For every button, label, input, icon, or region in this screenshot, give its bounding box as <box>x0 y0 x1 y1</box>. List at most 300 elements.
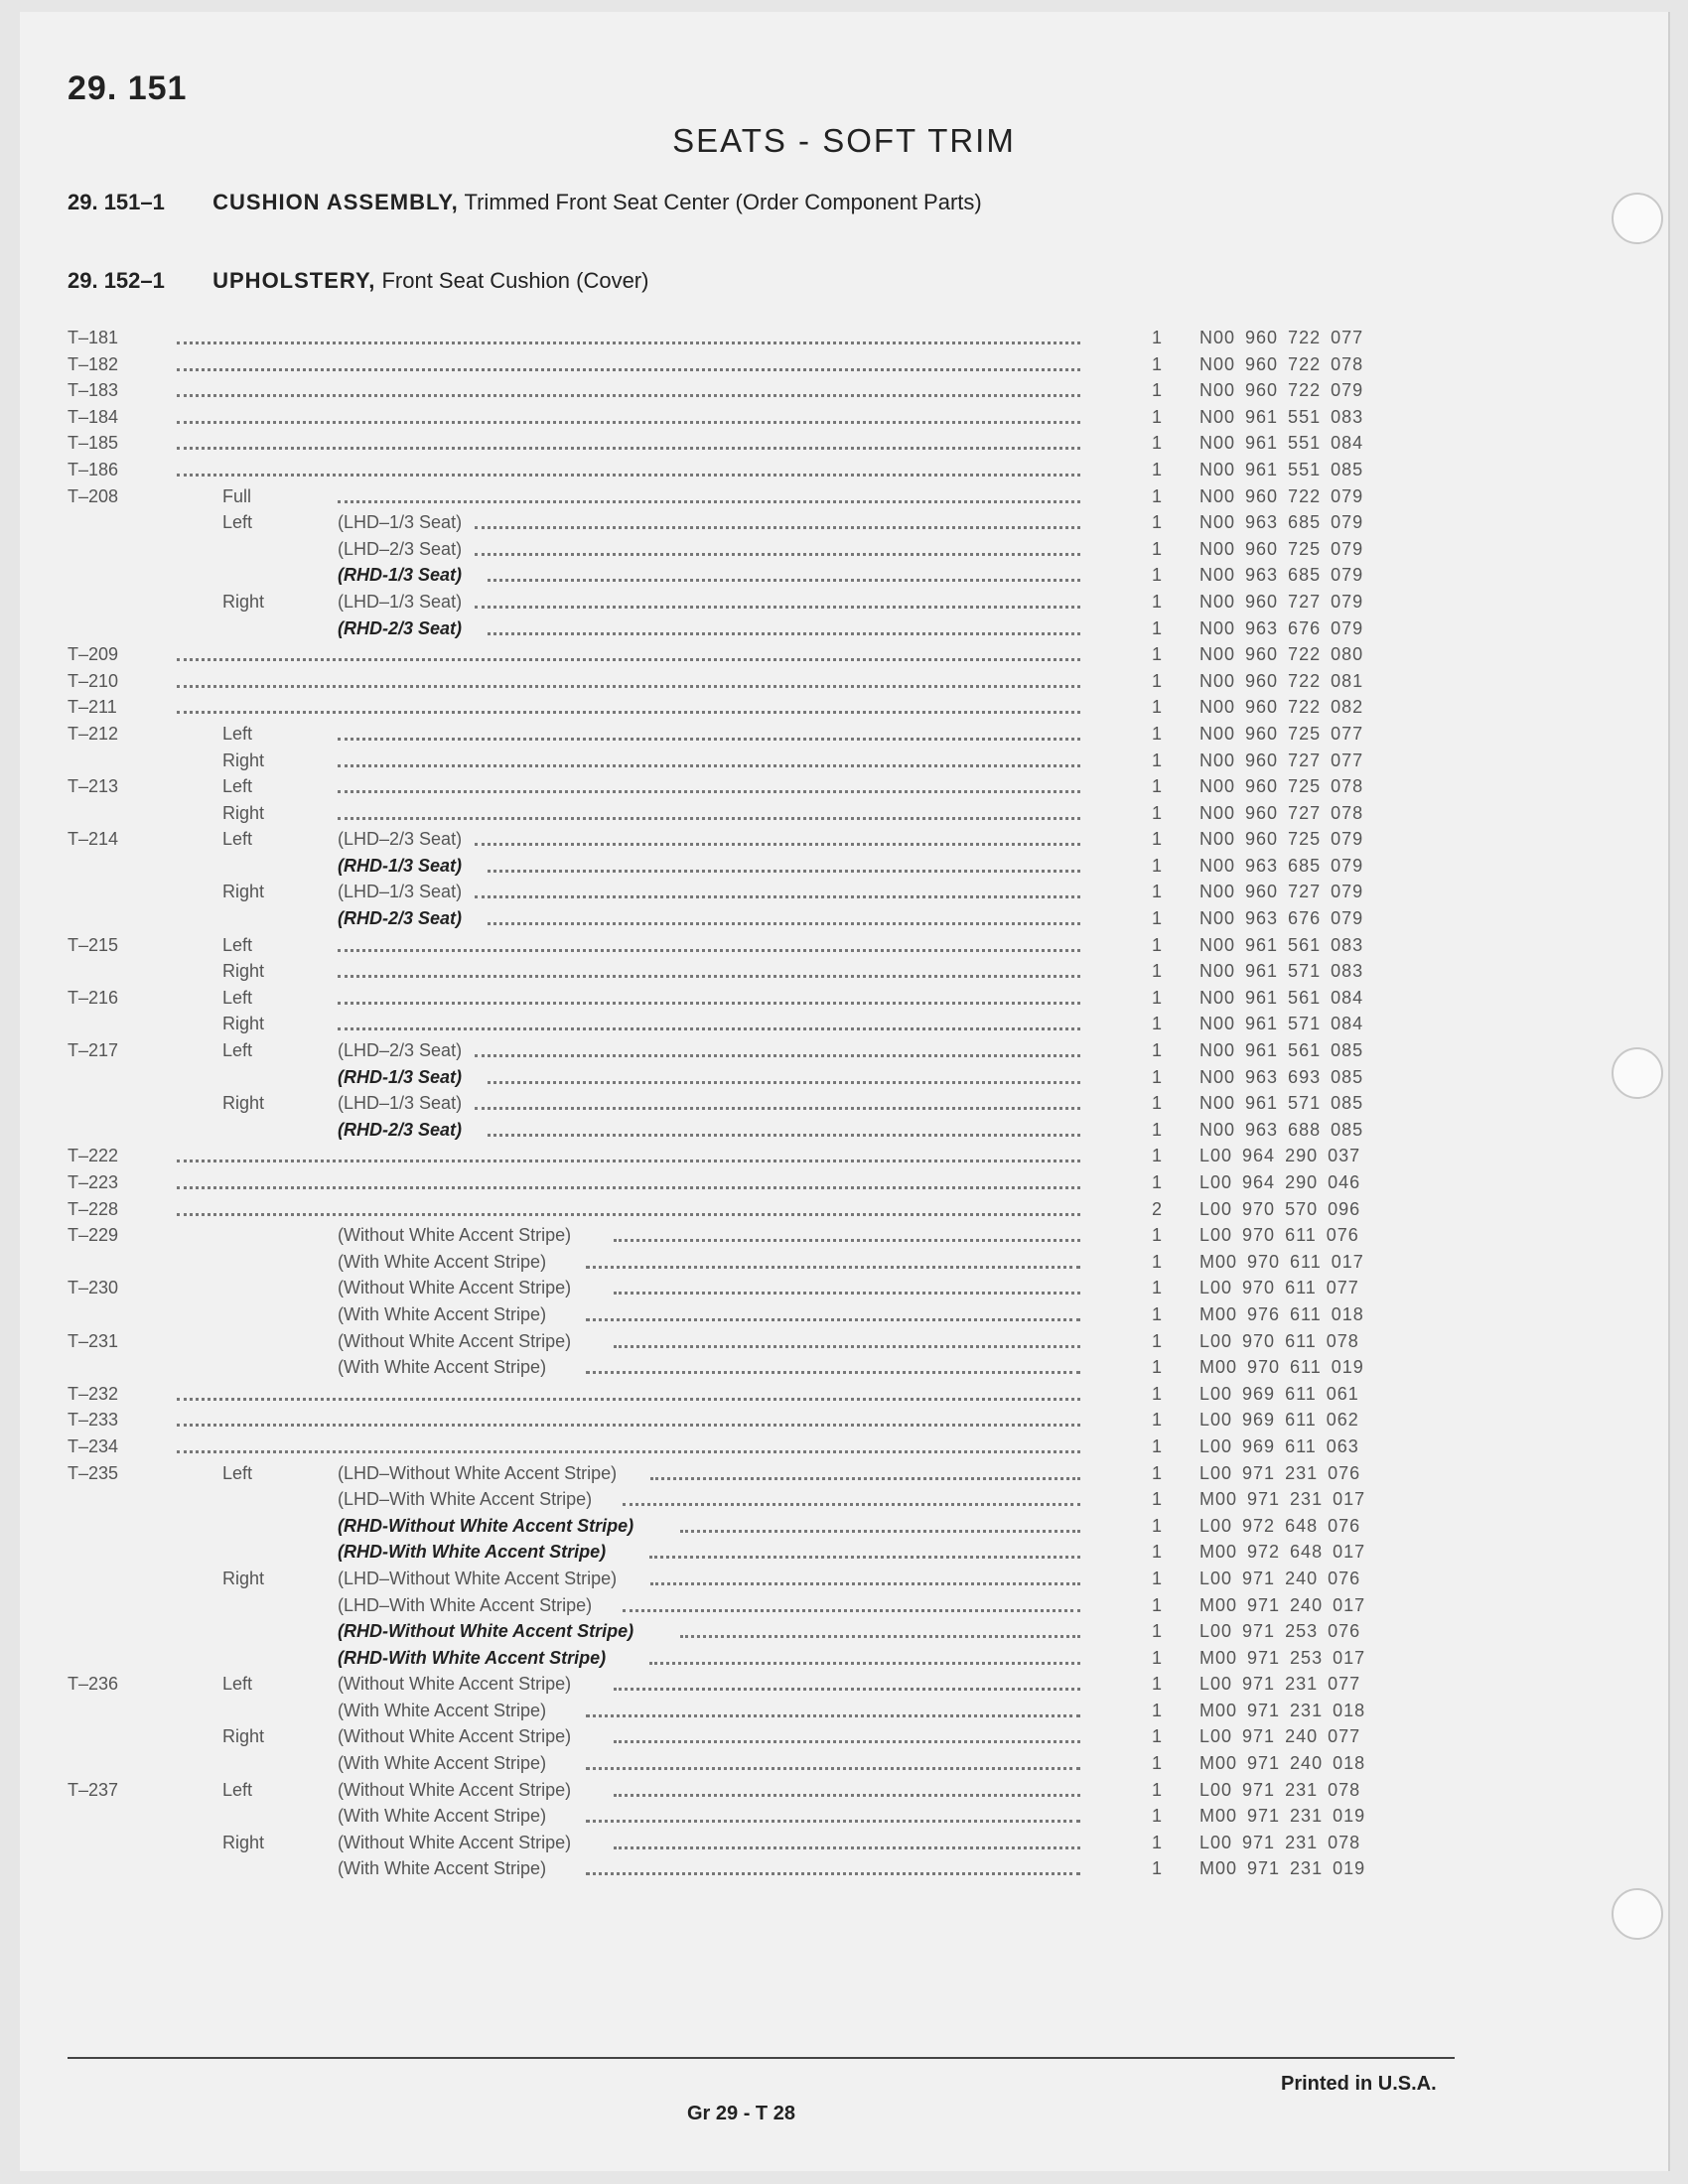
part-description: (With White Accent Stripe) <box>338 1251 547 1272</box>
parts-row <box>68 1222 1408 1249</box>
part-description: (RHD-Without White Accent Stripe) <box>338 1621 634 1642</box>
part-number: N00 960 725 077 <box>1199 723 1364 744</box>
part-number: L00 971 231 077 <box>1199 1674 1361 1695</box>
leader-dots <box>586 1318 1080 1321</box>
part-number: M00 971 231 017 <box>1199 1489 1366 1510</box>
leader-dots <box>177 394 1081 397</box>
quantity: 1 <box>1151 485 1162 506</box>
leader-dots <box>488 870 1080 873</box>
part-code: T–183 <box>68 380 119 401</box>
section-heading <box>68 190 982 215</box>
parts-row <box>68 668 1408 695</box>
parts-row <box>68 615 1408 642</box>
part-number: N00 960 722 079 <box>1199 380 1364 401</box>
part-code: T–223 <box>68 1172 119 1192</box>
part-code: T–232 <box>68 1383 119 1404</box>
leader-dots <box>338 500 1080 503</box>
parts-row <box>68 1037 1408 1064</box>
part-number: L00 971 231 076 <box>1199 1462 1361 1483</box>
side-label: Right <box>222 802 265 823</box>
parts-row <box>68 1381 1408 1408</box>
parts-row <box>68 985 1408 1012</box>
quantity: 1 <box>1151 1014 1162 1034</box>
part-number: L00 969 611 063 <box>1199 1435 1359 1456</box>
quantity: 1 <box>1151 1040 1162 1061</box>
parts-row <box>68 1011 1408 1037</box>
leader-dots <box>488 1134 1080 1137</box>
parts-row <box>68 404 1408 431</box>
quantity: 1 <box>1151 328 1162 347</box>
leader-dots <box>338 790 1080 793</box>
part-number: N00 960 727 079 <box>1199 882 1364 902</box>
side-label: Right <box>222 882 265 902</box>
quantity: 1 <box>1151 1119 1162 1140</box>
part-description: (Without White Accent Stripe) <box>338 1832 572 1852</box>
parts-row <box>68 483 1408 510</box>
part-description: (LHD–1/3 Seat) <box>338 512 463 533</box>
part-number: N00 963 685 079 <box>1199 512 1364 533</box>
side-label: Left <box>222 776 253 797</box>
parts-row <box>68 1830 1408 1856</box>
part-code: T–185 <box>68 433 119 454</box>
side-label: Left <box>222 934 253 955</box>
leader-dots <box>614 1846 1080 1849</box>
quantity: 1 <box>1151 882 1162 902</box>
part-code: T–186 <box>68 459 119 479</box>
part-number: M00 971 240 018 <box>1199 1753 1366 1774</box>
side-label: Right <box>222 1568 265 1588</box>
part-number: N00 960 722 077 <box>1199 328 1364 347</box>
part-number: L00 972 648 076 <box>1199 1515 1361 1536</box>
part-number: N00 960 725 079 <box>1199 538 1364 559</box>
part-number: L00 964 290 046 <box>1199 1172 1361 1192</box>
parts-row <box>68 800 1408 827</box>
part-code: T–233 <box>68 1410 119 1431</box>
parts-row <box>68 1064 1408 1091</box>
part-number: M00 971 240 017 <box>1199 1594 1366 1615</box>
parts-row <box>68 905 1408 932</box>
part-description: (LHD–With White Accent Stripe) <box>338 1489 593 1510</box>
part-number: M00 976 611 018 <box>1199 1303 1364 1324</box>
part-number: N00 963 676 079 <box>1199 617 1364 638</box>
leader-dots <box>488 579 1080 582</box>
parts-row <box>68 1433 1408 1460</box>
part-description: (LHD–2/3 Seat) <box>338 538 463 559</box>
quantity: 1 <box>1151 1146 1162 1166</box>
quantity: 1 <box>1151 1278 1162 1298</box>
part-code: T–235 <box>68 1462 119 1483</box>
quantity: 1 <box>1151 1647 1162 1668</box>
part-number: L00 970 611 077 <box>1199 1278 1359 1298</box>
part-code: T–234 <box>68 1435 119 1456</box>
leader-dots <box>177 1398 1081 1401</box>
part-number: N00 961 561 085 <box>1199 1040 1364 1061</box>
part-description: (LHD–2/3 Seat) <box>338 829 463 850</box>
part-number: N00 960 727 078 <box>1199 802 1364 823</box>
parts-row <box>68 1698 1408 1724</box>
side-label: Right <box>222 1014 265 1034</box>
quantity: 1 <box>1151 1542 1162 1563</box>
leader-dots <box>338 1002 1080 1005</box>
leader-dots <box>177 1186 1081 1189</box>
parts-row <box>68 562 1408 589</box>
quantity: 1 <box>1151 565 1162 586</box>
parts-row <box>68 430 1408 457</box>
quantity: 1 <box>1151 1225 1162 1246</box>
quantity: 1 <box>1151 670 1162 691</box>
leader-dots <box>475 553 1080 556</box>
binder-hole <box>1612 1888 1663 1940</box>
leader-dots <box>614 1740 1080 1743</box>
parts-row <box>68 589 1408 615</box>
part-number: N00 963 685 079 <box>1199 565 1364 586</box>
part-number: N00 961 571 083 <box>1199 961 1364 982</box>
part-number: N00 961 571 085 <box>1199 1093 1364 1114</box>
leader-dots <box>475 1107 1080 1110</box>
part-number: M00 971 231 019 <box>1199 1806 1366 1827</box>
leader-dots <box>623 1503 1080 1506</box>
quantity: 1 <box>1151 723 1162 744</box>
part-description: (Without White Accent Stripe) <box>338 1330 572 1351</box>
part-number: N00 960 722 082 <box>1199 697 1364 718</box>
leader-dots <box>586 1371 1080 1374</box>
part-number: N00 961 561 083 <box>1199 934 1364 955</box>
quantity: 1 <box>1151 1779 1162 1800</box>
parts-row <box>68 1275 1408 1301</box>
quantity: 1 <box>1151 1462 1162 1483</box>
part-description: (RHD-With White Accent Stripe) <box>338 1542 607 1563</box>
part-number: N00 960 722 080 <box>1199 644 1364 665</box>
quantity: 1 <box>1151 1594 1162 1615</box>
parts-row <box>68 1566 1408 1592</box>
leader-dots <box>177 1424 1081 1427</box>
leader-dots <box>338 764 1080 767</box>
leader-dots <box>475 526 1080 529</box>
leader-dots <box>177 421 1081 424</box>
leader-dots <box>586 1266 1080 1269</box>
quantity: 1 <box>1151 512 1162 533</box>
parts-row <box>68 748 1408 774</box>
leader-dots <box>680 1635 1080 1638</box>
part-number: N00 961 551 084 <box>1199 433 1364 454</box>
part-code: T–209 <box>68 644 119 665</box>
parts-list <box>68 325 1408 1882</box>
parts-row <box>68 457 1408 483</box>
parts-row <box>68 1723 1408 1750</box>
part-number: N00 960 725 079 <box>1199 829 1364 850</box>
parts-row <box>68 1196 1408 1223</box>
parts-row <box>68 1460 1408 1487</box>
page-title: SEATS - SOFT TRIM <box>672 122 1016 159</box>
part-number: N00 960 727 079 <box>1199 591 1364 612</box>
leader-dots <box>649 1662 1080 1665</box>
part-code: T–217 <box>68 1040 119 1061</box>
leader-dots <box>177 1450 1081 1453</box>
part-description: (Without White Accent Stripe) <box>338 1225 572 1246</box>
quantity: 1 <box>1151 1568 1162 1588</box>
quantity: 1 <box>1151 855 1162 876</box>
side-label: Left <box>222 723 253 744</box>
quantity: 1 <box>1151 776 1162 797</box>
quantity: 1 <box>1151 1093 1162 1114</box>
leader-dots <box>488 922 1080 925</box>
quantity: 1 <box>1151 538 1162 559</box>
quantity: 1 <box>1151 1726 1162 1747</box>
side-label: Right <box>222 591 265 612</box>
side-label: Left <box>222 512 253 533</box>
leader-dots <box>177 711 1081 714</box>
parts-row <box>68 1777 1408 1804</box>
part-number: N00 960 722 078 <box>1199 353 1364 374</box>
parts-row <box>68 879 1408 905</box>
part-code: T–208 <box>68 485 119 506</box>
section-name: CUSHION ASSEMBLY, <box>212 190 459 214</box>
quantity: 1 <box>1151 1674 1162 1695</box>
quantity: 1 <box>1151 987 1162 1008</box>
part-number: N00 961 561 084 <box>1199 987 1364 1008</box>
leader-dots <box>586 1767 1080 1770</box>
part-code: T–181 <box>68 328 119 347</box>
part-description: (LHD–With White Accent Stripe) <box>338 1594 593 1615</box>
side-label: Right <box>222 1726 265 1747</box>
part-code: T–212 <box>68 723 119 744</box>
parts-row <box>68 641 1408 668</box>
leader-dots <box>614 1239 1080 1242</box>
part-description: (RHD-2/3 Seat) <box>338 1119 463 1140</box>
quantity: 1 <box>1151 1621 1162 1642</box>
leader-dots <box>475 843 1080 846</box>
part-description: (With White Accent Stripe) <box>338 1858 547 1879</box>
side-label: Right <box>222 750 265 770</box>
leader-dots <box>614 1345 1080 1348</box>
part-number: L00 971 231 078 <box>1199 1832 1361 1852</box>
part-number: M00 970 611 019 <box>1199 1357 1364 1378</box>
binder-hole <box>1612 1047 1663 1099</box>
quantity: 1 <box>1151 750 1162 770</box>
part-number: M00 971 231 019 <box>1199 1858 1366 1879</box>
quantity: 1 <box>1151 1330 1162 1351</box>
parts-row <box>68 1249 1408 1276</box>
quantity: 1 <box>1151 1435 1162 1456</box>
binder-hole <box>1612 193 1663 244</box>
part-number: N00 961 551 083 <box>1199 406 1364 427</box>
parts-row <box>68 1301 1408 1328</box>
parts-row <box>68 1354 1408 1381</box>
part-number: L00 969 611 061 <box>1199 1383 1359 1404</box>
leader-dots <box>488 632 1080 635</box>
quantity: 1 <box>1151 961 1162 982</box>
quantity: 1 <box>1151 1383 1162 1404</box>
quantity: 1 <box>1151 1489 1162 1510</box>
parts-row <box>68 536 1408 563</box>
part-number: N00 960 727 077 <box>1199 750 1364 770</box>
part-code: T–184 <box>68 406 119 427</box>
section-number: 29. 152–1 <box>68 268 165 293</box>
part-code: T–210 <box>68 670 119 691</box>
parts-row <box>68 1855 1408 1882</box>
part-description: (LHD–1/3 Seat) <box>338 882 463 902</box>
parts-row <box>68 1592 1408 1619</box>
part-code: T–229 <box>68 1225 119 1246</box>
quantity: 1 <box>1151 433 1162 454</box>
parts-row <box>68 1539 1408 1566</box>
part-code: T–228 <box>68 1198 119 1219</box>
parts-row <box>68 1407 1408 1433</box>
side-label: Full <box>222 485 252 506</box>
part-description: (LHD–Without White Accent Stripe) <box>338 1462 618 1483</box>
quantity: 1 <box>1151 1066 1162 1087</box>
quantity: 2 <box>1151 1198 1162 1219</box>
part-number: M00 971 253 017 <box>1199 1647 1366 1668</box>
part-number: M00 970 611 017 <box>1199 1251 1364 1272</box>
parts-row <box>68 325 1408 351</box>
parts-row <box>68 1169 1408 1196</box>
leader-dots <box>338 817 1080 820</box>
quantity: 1 <box>1151 1700 1162 1720</box>
quantity: 1 <box>1151 1357 1162 1378</box>
quantity: 1 <box>1151 1515 1162 1536</box>
leader-dots <box>614 1292 1080 1295</box>
side-label: Right <box>222 961 265 982</box>
section-detail: Trimmed Front Seat Center (Order Component Parts) <box>464 190 982 214</box>
quantity: 1 <box>1151 591 1162 612</box>
quantity: 1 <box>1151 908 1162 929</box>
page-number: 29. 151 <box>68 69 188 107</box>
part-description: (RHD-With White Accent Stripe) <box>338 1647 607 1668</box>
part-description: (RHD-1/3 Seat) <box>338 1066 463 1087</box>
page-reference: Gr 29 - T 28 <box>687 2103 795 2124</box>
side-label: Left <box>222 1040 253 1061</box>
part-number: M00 972 648 017 <box>1199 1542 1366 1563</box>
part-description: (Without White Accent Stripe) <box>338 1278 572 1298</box>
leader-dots <box>475 895 1080 898</box>
side-label: Left <box>222 1779 253 1800</box>
printed-in-label: Printed in U.S.A. <box>1281 2073 1437 2095</box>
parts-row <box>68 1750 1408 1777</box>
side-label: Left <box>222 1674 253 1695</box>
leader-dots <box>177 685 1081 688</box>
parts-row <box>68 1803 1408 1830</box>
quantity: 1 <box>1151 1753 1162 1774</box>
leader-dots <box>177 341 1081 344</box>
quantity: 1 <box>1151 934 1162 955</box>
leader-dots <box>177 1213 1081 1216</box>
quantity: 1 <box>1151 1858 1162 1879</box>
part-code: T–236 <box>68 1674 119 1695</box>
part-description: (With White Accent Stripe) <box>338 1753 547 1774</box>
part-number: N00 960 722 081 <box>1199 670 1364 691</box>
section-name: UPHOLSTERY, <box>212 268 376 293</box>
leader-dots <box>586 1714 1080 1717</box>
parts-row <box>68 1618 1408 1645</box>
part-code: T–231 <box>68 1330 119 1351</box>
part-description: (RHD-1/3 Seat) <box>338 565 463 586</box>
part-description: (LHD–2/3 Seat) <box>338 1040 463 1061</box>
leader-dots <box>586 1820 1080 1823</box>
part-description: (LHD–Without White Accent Stripe) <box>338 1568 618 1588</box>
part-number: N00 963 693 085 <box>1199 1066 1364 1087</box>
leader-dots <box>177 474 1081 477</box>
side-label: Right <box>222 1093 265 1114</box>
parts-row <box>68 694 1408 721</box>
part-code: T–216 <box>68 987 119 1008</box>
leader-dots <box>680 1530 1080 1533</box>
part-description: (Without White Accent Stripe) <box>338 1779 572 1800</box>
parts-row <box>68 1645 1408 1672</box>
part-description: (With White Accent Stripe) <box>338 1700 547 1720</box>
part-number: L00 970 611 076 <box>1199 1225 1359 1246</box>
part-number: N00 963 685 079 <box>1199 855 1364 876</box>
parts-row <box>68 958 1408 985</box>
part-code: T–215 <box>68 934 119 955</box>
leader-dots <box>623 1609 1080 1612</box>
quantity: 1 <box>1151 1410 1162 1431</box>
leader-dots <box>338 1027 1080 1030</box>
part-number: L00 971 240 077 <box>1199 1726 1361 1747</box>
leader-dots <box>650 1582 1080 1585</box>
parts-row <box>68 1143 1408 1169</box>
part-description: (RHD-Without White Accent Stripe) <box>338 1515 634 1536</box>
part-description: (RHD-1/3 Seat) <box>338 855 463 876</box>
leader-dots <box>650 1477 1080 1480</box>
leader-dots <box>177 368 1081 371</box>
quantity: 1 <box>1151 829 1162 850</box>
part-number: L00 970 611 078 <box>1199 1330 1359 1351</box>
part-code: T–237 <box>68 1779 119 1800</box>
side-label: Left <box>222 987 253 1008</box>
quantity: 1 <box>1151 1251 1162 1272</box>
parts-row <box>68 1671 1408 1698</box>
leader-dots <box>475 1054 1080 1057</box>
quantity: 1 <box>1151 1303 1162 1324</box>
side-label: Right <box>222 1832 265 1852</box>
footer-rule <box>68 2057 1455 2059</box>
leader-dots <box>649 1556 1080 1559</box>
side-label: Left <box>222 829 253 850</box>
parts-row <box>68 721 1408 748</box>
part-number: N00 961 551 085 <box>1199 459 1364 479</box>
quantity: 1 <box>1151 697 1162 718</box>
part-number: N00 960 722 079 <box>1199 485 1364 506</box>
quantity: 1 <box>1151 380 1162 401</box>
section-number: 29. 151–1 <box>68 190 165 214</box>
part-code: T–222 <box>68 1146 119 1166</box>
parts-row <box>68 1486 1408 1513</box>
quantity: 1 <box>1151 644 1162 665</box>
part-description: (With White Accent Stripe) <box>338 1357 547 1378</box>
part-code: T–230 <box>68 1278 119 1298</box>
parts-row <box>68 826 1408 853</box>
part-description: (Without White Accent Stripe) <box>338 1674 572 1695</box>
leader-dots <box>338 975 1080 978</box>
part-description: (LHD–1/3 Seat) <box>338 1093 463 1114</box>
part-description: (With White Accent Stripe) <box>338 1303 547 1324</box>
part-description: (With White Accent Stripe) <box>338 1806 547 1827</box>
leader-dots <box>177 1160 1081 1162</box>
part-description: (LHD–1/3 Seat) <box>338 591 463 612</box>
parts-row <box>68 377 1408 404</box>
quantity: 1 <box>1151 1172 1162 1192</box>
part-number: L00 971 231 078 <box>1199 1779 1361 1800</box>
parts-row <box>68 509 1408 536</box>
part-number: L00 964 290 037 <box>1199 1146 1361 1166</box>
quantity: 1 <box>1151 353 1162 374</box>
part-number: N00 963 688 085 <box>1199 1119 1364 1140</box>
part-number: L00 971 240 076 <box>1199 1568 1361 1588</box>
part-description: (RHD-2/3 Seat) <box>338 908 463 929</box>
quantity: 1 <box>1151 459 1162 479</box>
part-number: N00 960 725 078 <box>1199 776 1364 797</box>
